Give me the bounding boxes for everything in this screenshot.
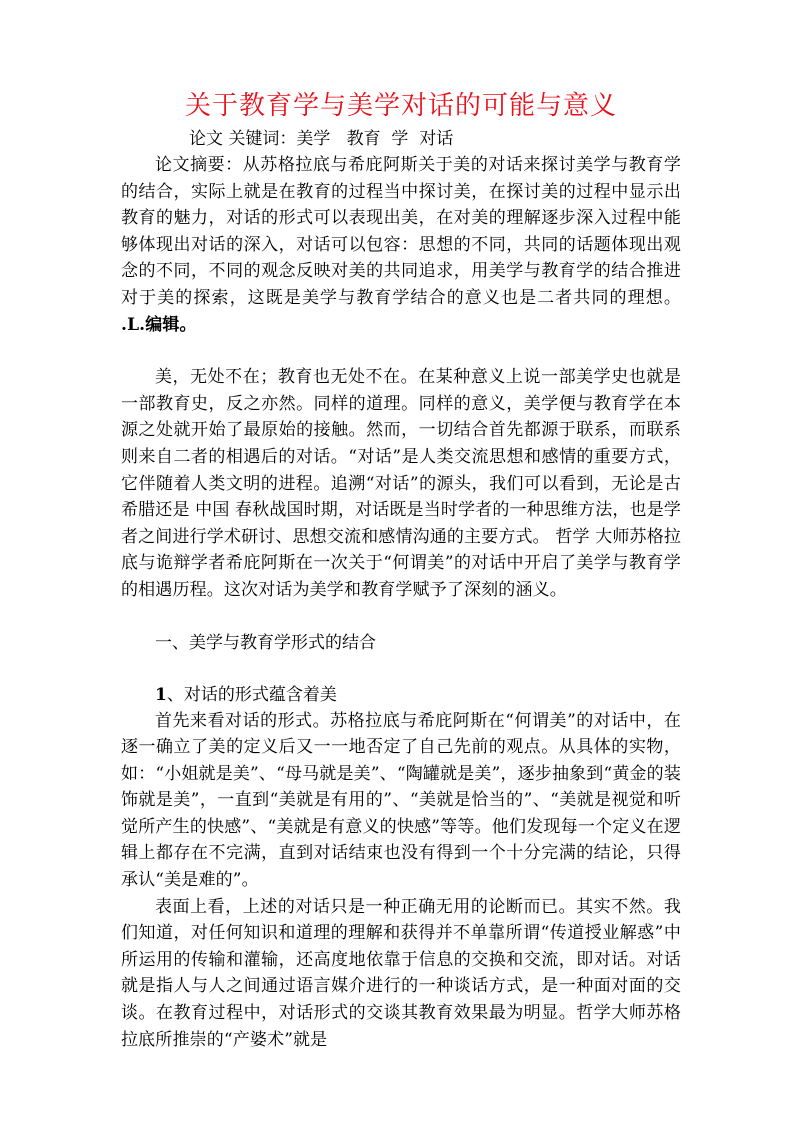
body-paragraph: 首先来看对话的形式。苏格拉底与希庇阿斯在“何谓美”的对话中，在逐一确立了美的定义后又一一地否定了自己先前的观点。从具体的实物，如：“小姐就是美”、“母马就是美”、“陶罐就是美”，逐步抽象到“黄金的装饰就是美”，一直到“美就是有用的”、“美就是恰当的”、“美就是视觉和听觉所产生的快感”、“美就是有意义的快感”等等。他们发现每一个定义在逻辑上都存在不完满，直到对话结束也没有得到一个十分完满的结论，只得承认“美是难的”。 bbox=[121, 710, 681, 891]
abstract-paragraph bbox=[121, 152, 681, 338]
spacer bbox=[121, 656, 681, 682]
subsection-number: 1 bbox=[155, 684, 167, 705]
spacer bbox=[121, 338, 681, 364]
abstract-signature: .L.编辑。 bbox=[121, 314, 197, 335]
section-heading: 一、美学与教育学形式的结合 bbox=[155, 632, 376, 653]
document-body bbox=[121, 88, 681, 1053]
keywords-line: 论文 关键词：美学 教育 学 对话 bbox=[189, 129, 454, 149]
page-title: 关于教育学与美学对话的可能与意义 bbox=[184, 91, 617, 121]
abstract-text: 论文摘要：从苏格拉底与希庇阿斯关于美的对话来探讨美学与教育学的结合，实际上就是在教育的过程当中探讨美，在探讨美的过程中显示出教育的魅力，对话的形式可以表现出美，在对美的理解逐步深入过程中能够体现出对话的深入，对话可以包容：思想的不同，共同的话题体现出观念的不同，不同的观念反映对美的共同追求，用美学与教育学的结合推进对于美的探索，这既是美学与教育学结合的意义也是二者共同的理想。 bbox=[121, 155, 681, 308]
body-paragraph: 表面上看，上述的对话只是一种正确无用的论断而已。其实不然。我们知道，对任何知识和道理的理解和获得并不单靠所谓“传道授业解惑”中所运用的传输和灌输，还高度地依靠于信息的交换和交流，即对话。对话就是指人与人之间通过语言媒介进行的一种谈话方式，是一种面对面的交谈。在教育过程中，对话形式的交谈其教育效果最为明显。哲学大师苏格拉底所推崇的“产婆术”就是 bbox=[121, 896, 681, 1050]
intro-paragraph: 美，无处不在；教育也无处不在。在某种意义上说一部美学史也就是一部教育史，反之亦然。同样的道理。同样的意义，美学便与教育学在本源之处就开始了最原始的接触。然而，一切结合首先都源于联系，而联系则来自二者的相遇后的对话。“对话”是人类交流思想和感情的重要方式，它伴随着人类文明的进程。追溯“对话”的源头，我们可以看到，无论是古希腊还是 中国 春秋战国时期，对话既是当时学者的一种思维方法，也是学者之间进行学术研讨、思想交流和感情沟通的主要方式。 哲学 大师苏格拉底与诡辩学者希庇阿斯在一次关于“何谓美”的对话中开启了美学与教育学的相遇历程。这次对话为美学和教育学赋予了深刻的涵义。 bbox=[121, 367, 681, 600]
subsection-heading bbox=[121, 682, 681, 708]
subsection-title: 、对话的形式蕴含着美 bbox=[166, 684, 337, 705]
spacer bbox=[121, 604, 681, 630]
